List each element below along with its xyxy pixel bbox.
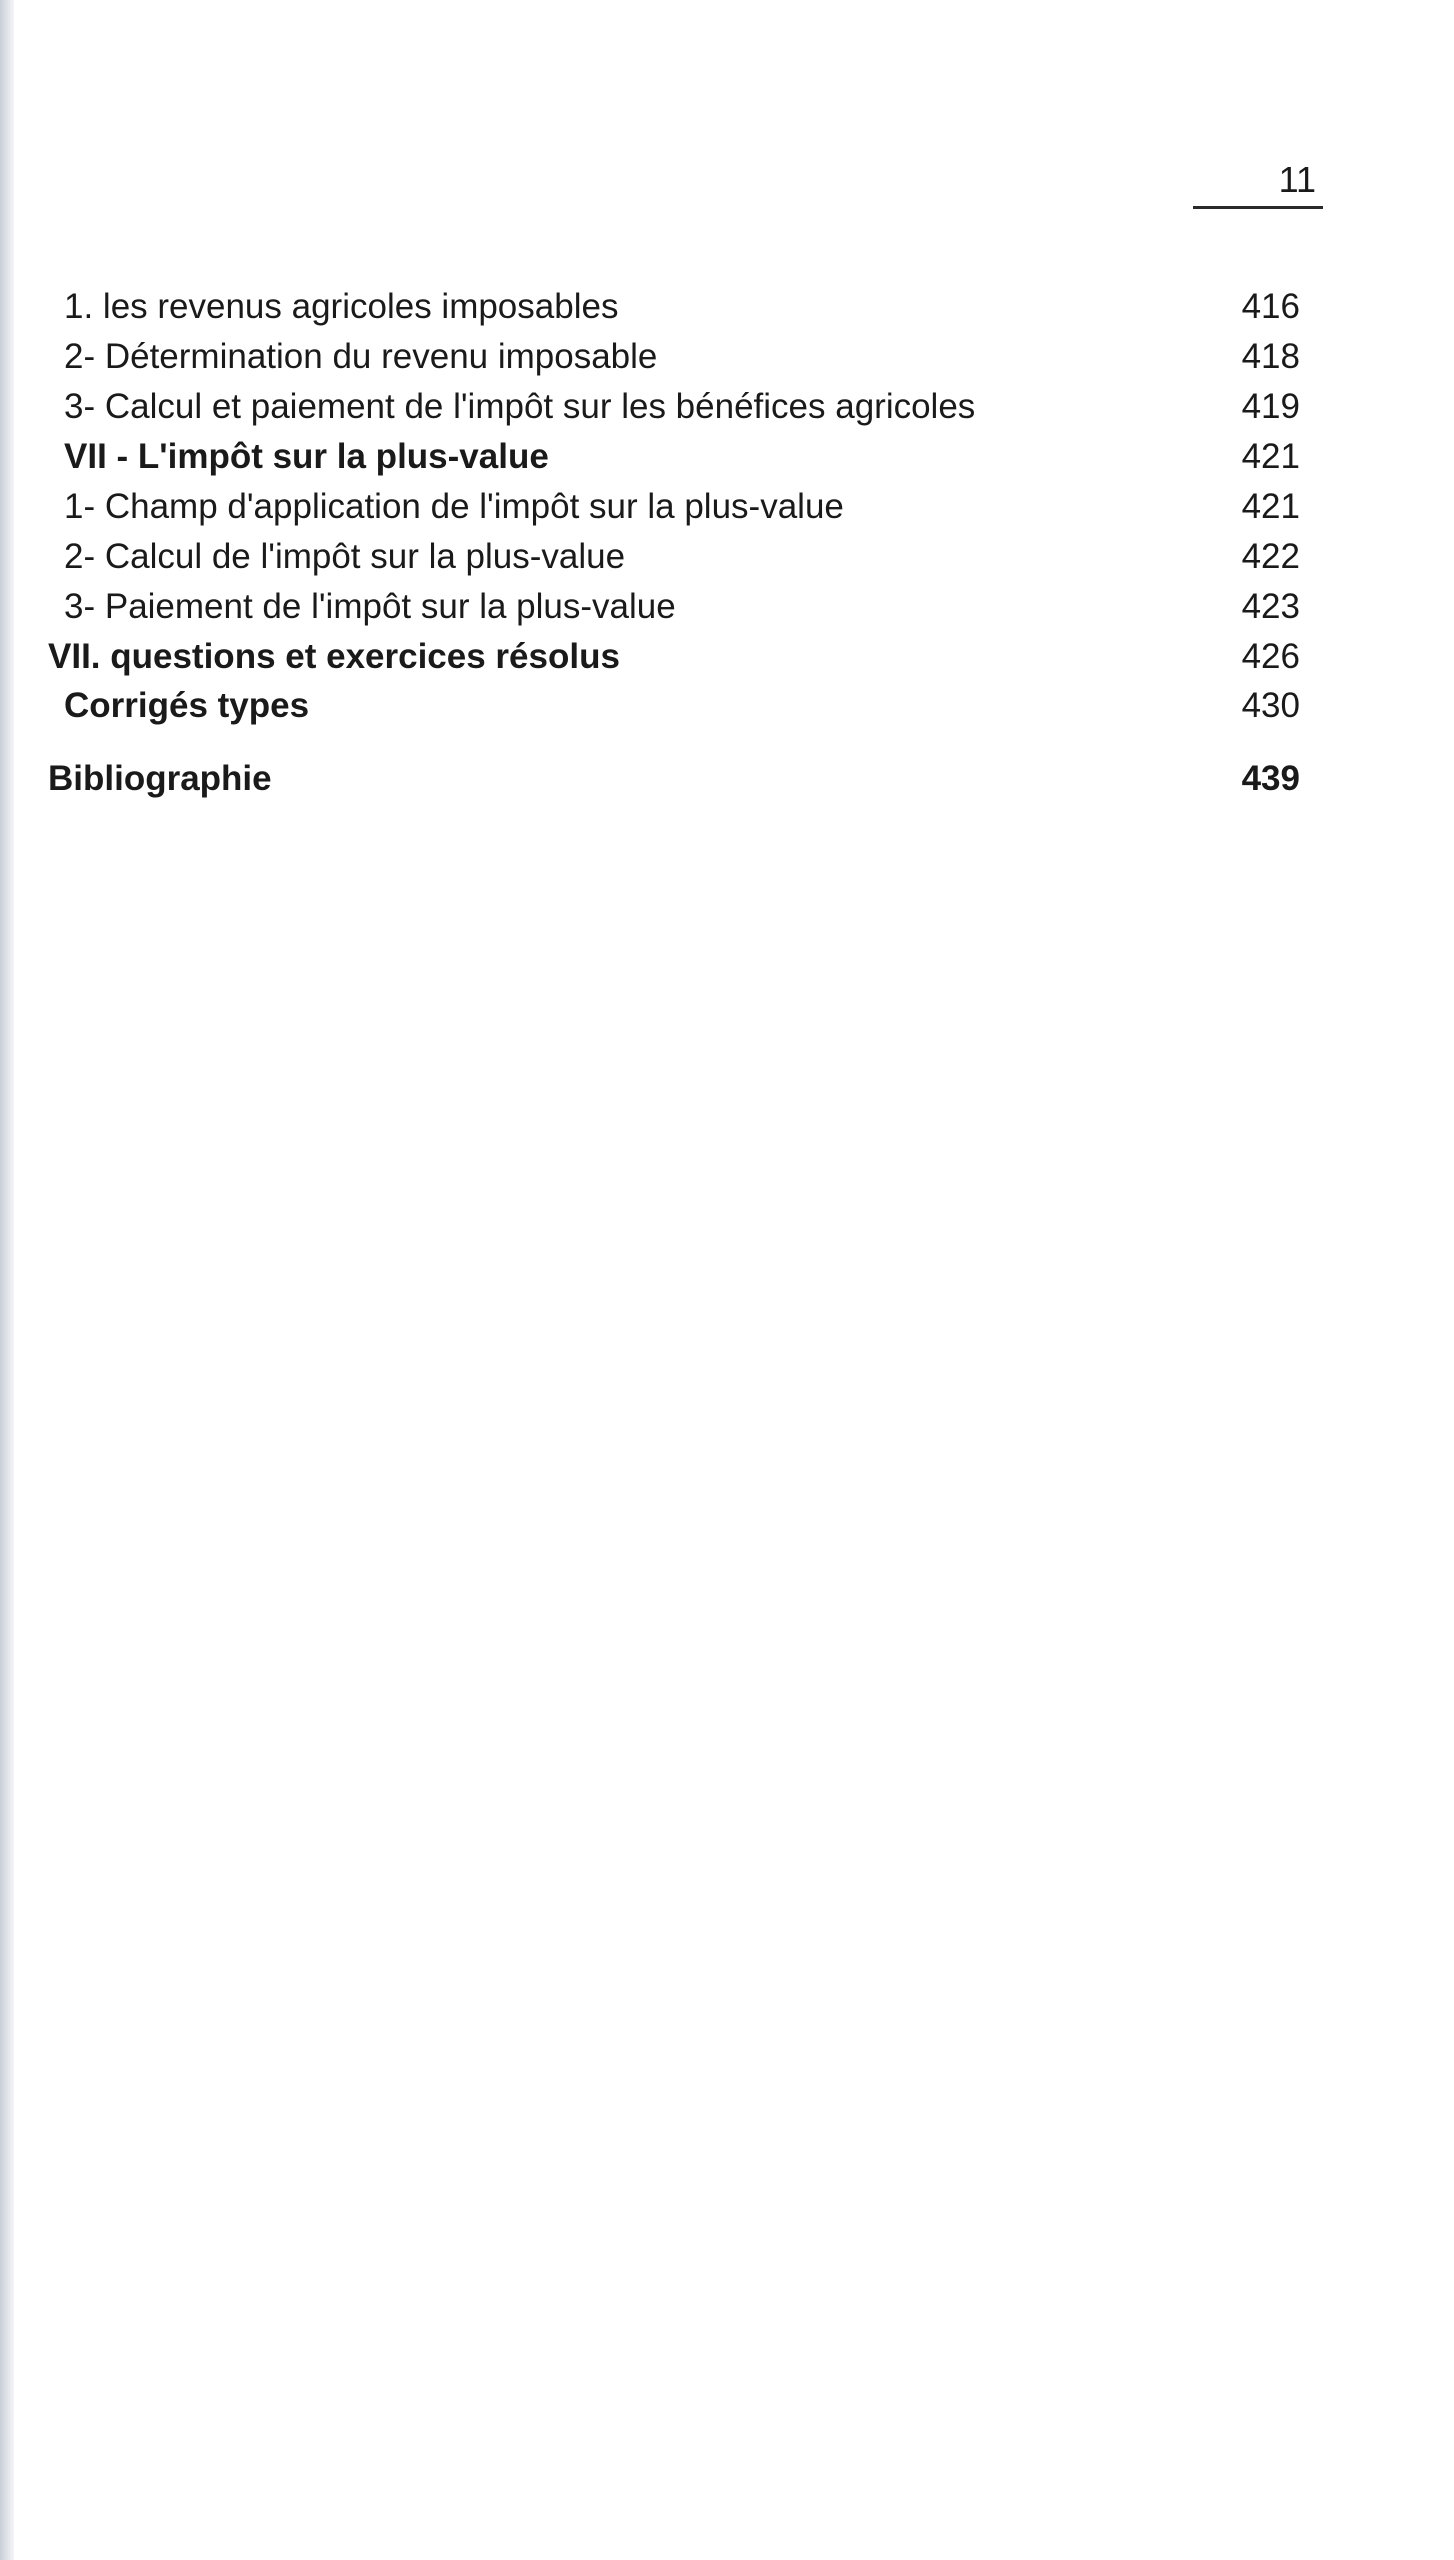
toc-entry-title: 1- Champ d'application de l'impôt sur la plus-value xyxy=(64,487,844,526)
toc-entry-title: 1. les revenus agricoles imposables xyxy=(64,287,619,326)
toc-entry-page: 426 xyxy=(1241,637,1300,676)
toc-entry-page: 416 xyxy=(1241,287,1300,326)
toc-entry-title: VII. questions et exercices résolus xyxy=(48,637,620,676)
toc-entry xyxy=(0,484,1454,530)
toc-entry xyxy=(0,534,1454,580)
toc-entry-page: 422 xyxy=(1241,537,1300,576)
toc-entry-page: 418 xyxy=(1241,337,1300,376)
toc-entry-title: 3- Calcul et paiement de l'impôt sur les bénéfices agricoles xyxy=(64,387,976,426)
toc-section-heading xyxy=(0,634,1454,680)
toc-entry-page: 439 xyxy=(1241,759,1300,798)
toc-section-heading xyxy=(0,756,1454,802)
toc-entry-page: 430 xyxy=(1241,686,1300,725)
toc-entry xyxy=(0,584,1454,630)
toc-entry-title: 3- Paiement de l'impôt sur la plus-value xyxy=(64,587,676,626)
toc-entry-title: 2- Calcul de l'impôt sur la plus-value xyxy=(64,537,626,576)
toc-entry-title: VII - L'impôt sur la plus-value xyxy=(64,437,549,476)
page-number: 11 xyxy=(1278,159,1316,200)
toc-entry-page: 423 xyxy=(1241,587,1300,626)
toc-entry-title: 2- Détermination du revenu imposable xyxy=(64,337,658,376)
toc-entry xyxy=(0,384,1454,430)
toc-section-heading xyxy=(0,434,1454,480)
toc-entry xyxy=(0,284,1454,330)
toc-entry-title: Corrigés types xyxy=(64,686,310,725)
toc-entry-title: Bibliographie xyxy=(48,759,272,798)
toc-entry-page: 421 xyxy=(1241,487,1300,526)
toc-entry-page: 419 xyxy=(1241,387,1300,426)
toc-section-heading xyxy=(0,683,1454,729)
toc-entry xyxy=(0,334,1454,380)
toc-entry-page: 421 xyxy=(1241,437,1300,476)
